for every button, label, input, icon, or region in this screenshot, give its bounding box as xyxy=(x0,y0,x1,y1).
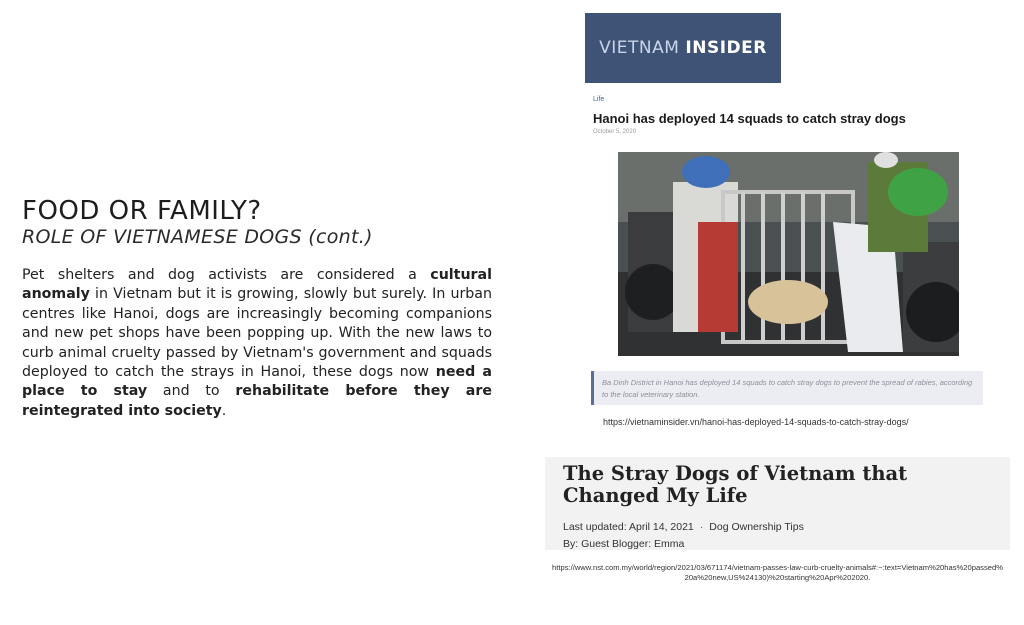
slide-subheading: ROLE OF VIETNAMESE DOGS (cont.) xyxy=(22,226,373,248)
blog-card xyxy=(545,457,1010,550)
article-photo xyxy=(618,152,959,356)
vietnam-insider-logo xyxy=(585,13,781,83)
blog-category-link[interactable]: Dog Ownership Tips xyxy=(709,521,804,533)
blog-title[interactable]: The Stray Dogs of Vietnam that Changed My Life xyxy=(563,462,908,507)
article-url[interactable]: https://vietnaminsider.vn/hanoi-has-deployed-14-squads-to-catch-stray-dogs/ xyxy=(603,417,909,427)
left-text-block xyxy=(22,196,492,421)
article-title[interactable]: Hanoi has deployed 14 squads to catch stray dogs xyxy=(593,111,906,126)
meta-separator: · xyxy=(699,521,704,533)
logo-part-insider: INSIDER xyxy=(685,38,767,58)
blog-updated-date: Last updated: April 14, 2021 xyxy=(563,521,694,533)
photo-caption: Ba Dinh District in Hanoi has deployed 14 squads to catch stray dogs to prevent the spread of rabies, according to the local veterinary station. xyxy=(591,371,983,405)
paragraph-emphasis: rehabilitate before they are reintegrated into society xyxy=(22,383,492,419)
article-date: October 5, 2020 xyxy=(593,129,637,135)
blog-meta xyxy=(563,521,804,533)
paragraph-emphasis: need a place to stay xyxy=(22,364,492,400)
slide-heading: FOOD OR FAMILY? xyxy=(22,196,262,226)
paragraph-text: Pet shelters and dog activists are considered a xyxy=(22,267,431,283)
article-category[interactable]: Life xyxy=(593,96,605,103)
article-header xyxy=(593,96,993,135)
paragraph-text: in Vietnam but it is growing, slowly but surely. In urban centres like Hanoi, dogs are increasingly becoming companions and new pet shops have been popping up. With the new laws to curb animal cruelty passed by Vietnam's government and squads deployed to catch the strays in Hanoi, these dogs now xyxy=(22,286,492,381)
source-url[interactable]: https://www.nst.com.my/world/region/2021/03/671174/vietnam-passes-law-curb-cruelty-animals#:~:text=Vietnam%20has%20passed%20a%20new,US%24130)%20starting%20Apr%202020. xyxy=(552,563,1003,582)
paragraph-text: and to xyxy=(147,383,236,400)
blog-author: By: Guest Blogger: Emma xyxy=(563,538,685,550)
dog-catching-photo-illustration xyxy=(618,152,959,356)
logo-part-vietnam: VIETNAM xyxy=(599,38,680,58)
paragraph-text: . xyxy=(221,402,227,419)
body-paragraph xyxy=(22,266,492,421)
paragraph-emphasis: cultural anomaly xyxy=(22,267,492,303)
